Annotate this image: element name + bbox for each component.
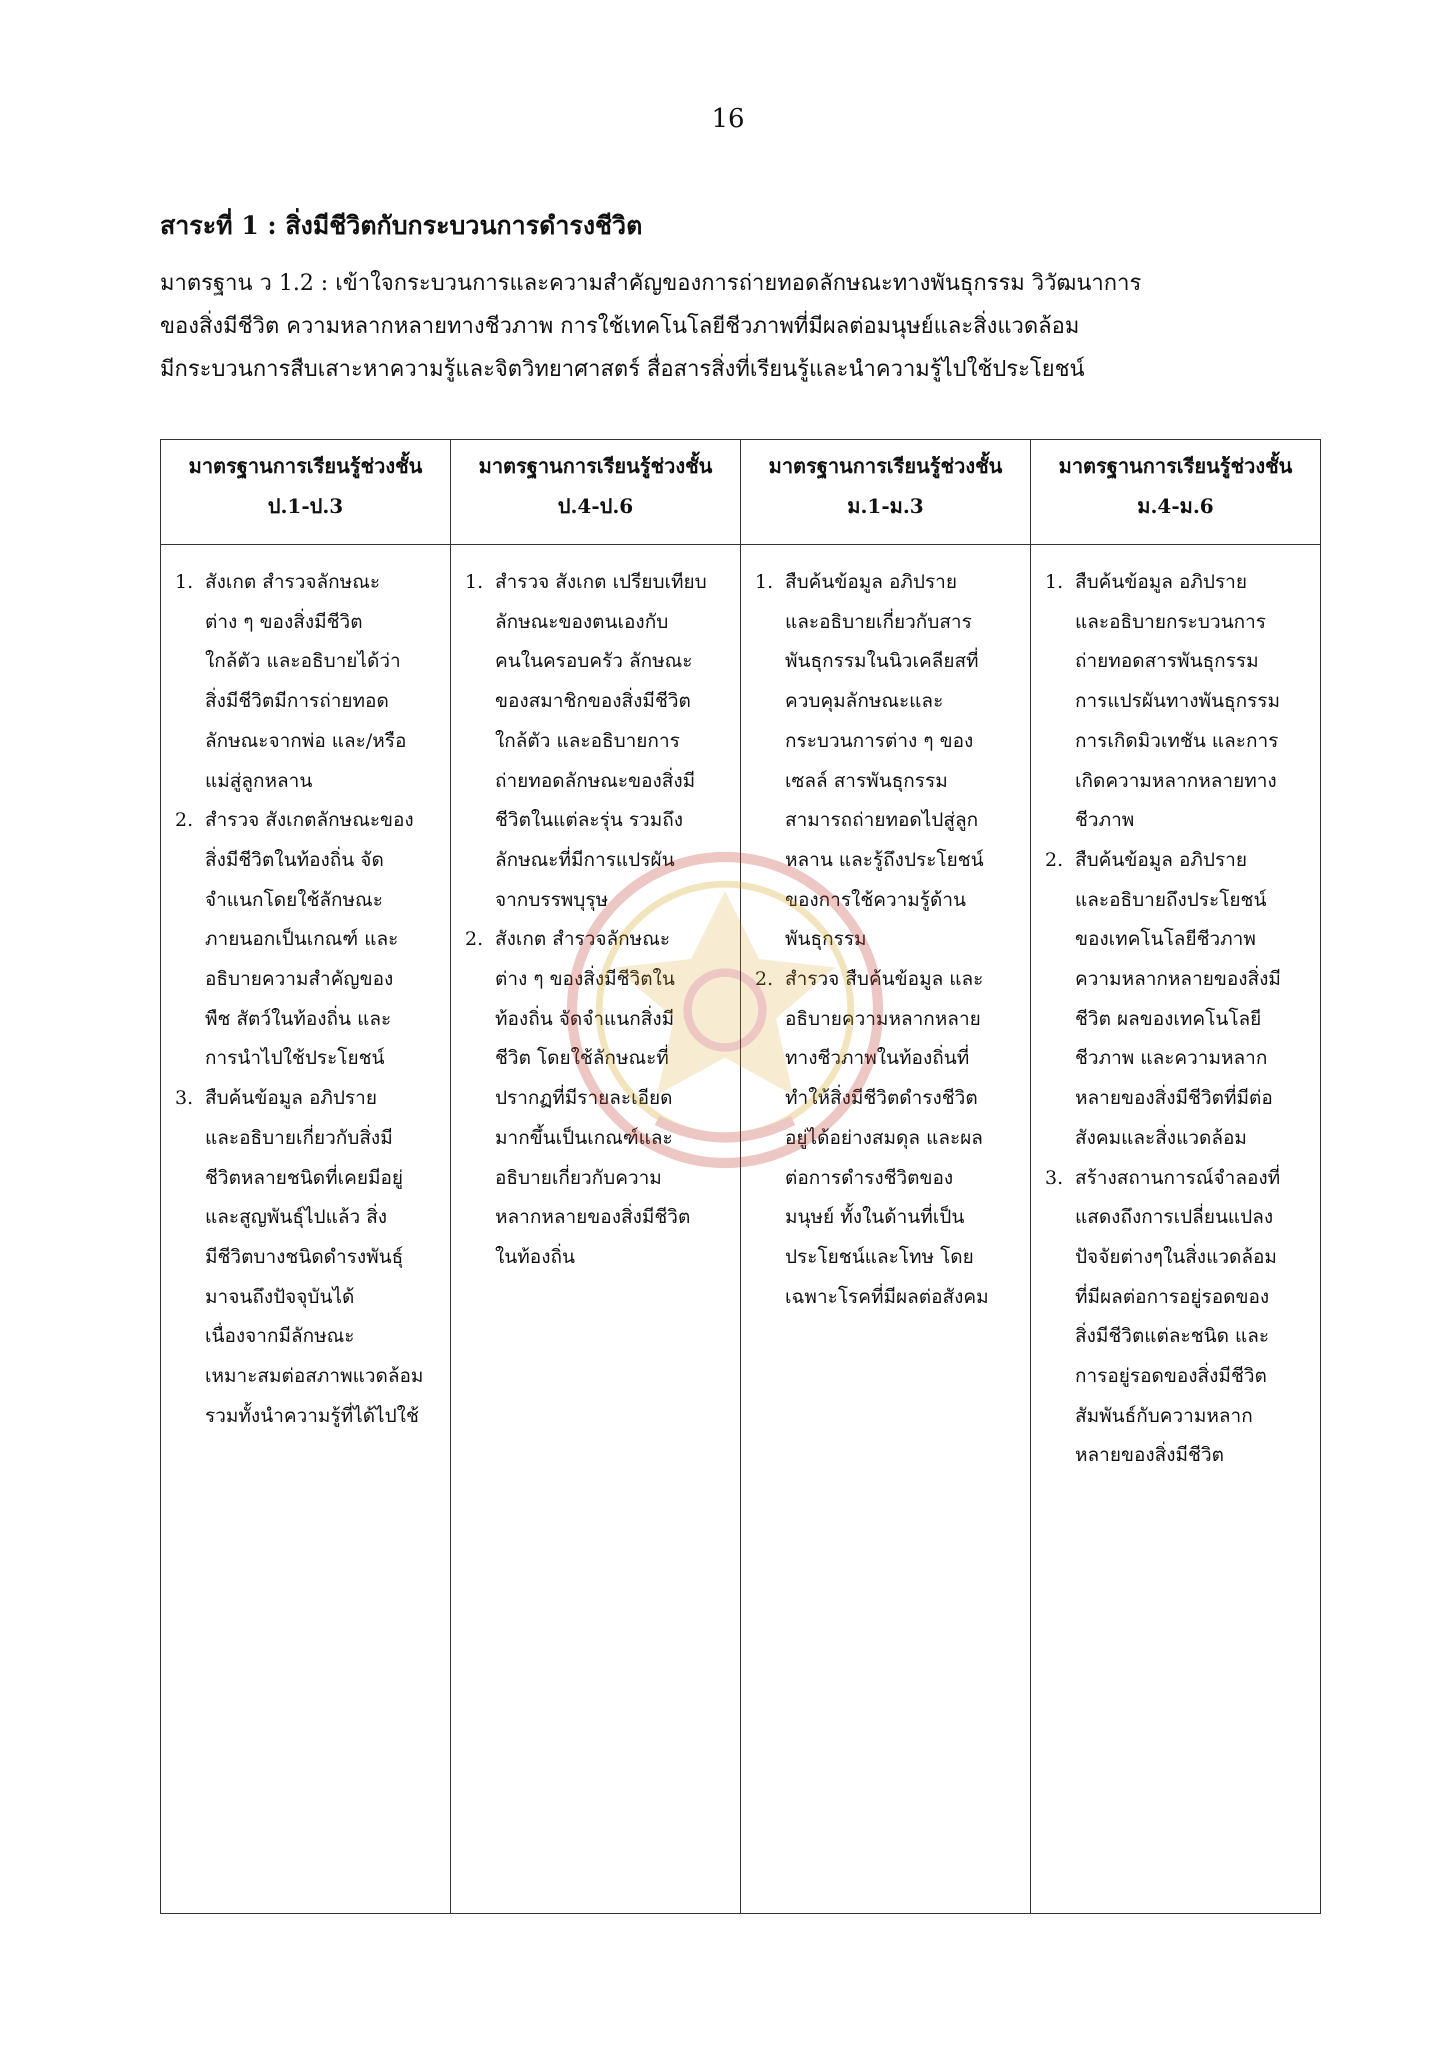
learning-standards-table xyxy=(160,439,1321,1914)
list-item xyxy=(755,960,1020,1317)
list-item-number: 3. xyxy=(1045,1166,1064,1189)
list-item-number: 3. xyxy=(175,1087,194,1110)
list-item-line: หลากหลายของสิ่งมีชีวิต xyxy=(495,1206,691,1229)
strand-title: สาระที่ 1 : สิ่งมีชีวิตกับกระบวนการดำรงชีวิต xyxy=(160,211,643,240)
standard-line: มีกระบวนการสืบเสาะหาความรู้และจิตวิทยาศาสตร์ สื่อสารสิ่งที่เรียนรู้และนำความรู้ไปใช้ประโยชน์ xyxy=(160,357,1085,382)
list-item-line: เฉพาะโรคที่มีผลต่อสังคม xyxy=(785,1285,989,1308)
list-item-line: ของการใช้ความรู้ด้าน xyxy=(785,888,967,911)
column-header-level: ป.1-ป.3 xyxy=(267,494,344,518)
list-item xyxy=(465,920,730,1277)
list-item xyxy=(175,801,440,1079)
list-item-line: ของเทคโนโลยีชีวภาพ xyxy=(1075,928,1256,951)
list-item-line: เนื่องจากมีลักษณะ xyxy=(205,1325,355,1348)
list-item-line: ต่าง ๆ ของสิ่งมีชีวิตใน xyxy=(495,968,675,991)
list-item-line: การแปรผันทางพันธุกรรม xyxy=(1075,690,1281,713)
list-item-line: ของสมาชิกของสิ่งมีชีวิต xyxy=(495,690,691,713)
list-item xyxy=(1045,563,1310,841)
list-item-line: ถ่ายทอดสารพันธุกรรม xyxy=(1075,650,1259,673)
list-item-line: สังคมและสิ่งแวดล้อม xyxy=(1075,1126,1247,1149)
list-item-line: ชีวิต โดยใช้ลักษณะที่ xyxy=(495,1047,669,1070)
list-item-line: ภายนอกเป็นเกณฑ์ และ xyxy=(205,928,399,951)
list-item xyxy=(465,563,730,920)
column-header xyxy=(1031,440,1321,545)
list-item-line: ที่มีผลต่อการอยู่รอดของ xyxy=(1075,1285,1270,1308)
list-item-line: แสดงถึงการเปลี่ยนแปลง xyxy=(1075,1206,1274,1229)
column-header-title: มาตรฐานการเรียนรู้ช่วงชั้น xyxy=(768,454,1003,478)
list-item-line: อธิบายความหลากหลาย xyxy=(785,1007,981,1030)
list-item-line: การเกิดมิวเทชัน และการ xyxy=(1075,729,1279,752)
column-cell xyxy=(161,545,451,1914)
column-header-title: มาตรฐานการเรียนรู้ช่วงชั้น xyxy=(478,454,713,478)
list-item xyxy=(1045,1159,1310,1477)
list-item-line: สร้างสถานการณ์จำลองที่ xyxy=(1075,1166,1281,1189)
list-item-line: ลักษณะของตนเองกับ xyxy=(495,610,669,633)
list-item-line: เหมาะสมต่อสภาพแวดล้อม xyxy=(205,1365,424,1388)
list-item-number: 1. xyxy=(175,571,194,593)
list-item-line: ทำให้สิ่งมีชีวิตดำรงชีวิต xyxy=(785,1087,978,1110)
list-item-number: 1. xyxy=(1045,571,1064,593)
list-item-line: และอธิบายกระบวนการ xyxy=(1075,610,1266,633)
list-item-line: ใกล้ตัว และอธิบายได้ว่า xyxy=(205,650,401,673)
column-header-title: มาตรฐานการเรียนรู้ช่วงชั้น xyxy=(1058,454,1293,478)
list-item-line: สืบค้นข้อมูล อภิปราย xyxy=(785,571,957,593)
list-item-line: สังเกต สำรวจลักษณะ xyxy=(495,928,671,951)
list-item-line: ทางชีวภาพในท้องถิ่นที่ xyxy=(785,1047,970,1070)
list-item-line: กระบวนการต่าง ๆ ของ xyxy=(785,729,974,752)
list-item-line: ต่อการดำรงชีวิตของ xyxy=(785,1166,954,1189)
column-header-level: ม.4-ม.6 xyxy=(1137,494,1214,518)
list-item xyxy=(175,1079,440,1436)
list-item-line: มาจนถึงปัจจุบันได้ xyxy=(205,1285,355,1308)
list-item-line: ปรากฏที่มีรายละเอียด xyxy=(495,1087,673,1110)
standard-line: มาตรฐาน ว 1.2 : เข้าใจกระบวนการและความสำคัญของการถ่ายทอดลักษณะทางพันธุกรรม วิวัฒนาการ xyxy=(160,271,1142,296)
list-item-line: อธิบายเกี่ยวกับความ xyxy=(495,1166,662,1189)
list-item-line: พืช สัตว์ในท้องถิ่น และ xyxy=(205,1007,392,1030)
column-cell xyxy=(741,545,1031,1914)
list-item-line: ควบคุมลักษณะและ xyxy=(785,690,944,713)
list-item-line: ท้องถิ่น จัดจำแนกสิ่งมี xyxy=(495,1007,675,1030)
list-item-line: พันธุกรรม xyxy=(785,928,867,951)
list-item-line: และอธิบายเกี่ยวกับสาร xyxy=(785,610,972,633)
list-item-line: สืบค้นข้อมูล อภิปราย xyxy=(205,1087,377,1110)
column-header xyxy=(451,440,741,545)
list-item-line: เซลล์ สารพันธุกรรม xyxy=(785,769,948,792)
list-item-line: การนำไปใช้ประโยชน์ xyxy=(205,1047,385,1070)
list-item xyxy=(175,563,440,801)
column-header xyxy=(741,440,1031,545)
list-item-line: สามารถถ่ายทอดไปสู่ลูก xyxy=(785,809,979,832)
list-item-line: ชีวิตหลายชนิดที่เคยมีอยู่ xyxy=(205,1166,404,1189)
list-item-line: และอธิบายถึงประโยชน์ xyxy=(1075,888,1267,911)
list-item-line: สืบค้นข้อมูล อภิปราย xyxy=(1075,571,1247,593)
list-item-line: ลักษณะที่มีการแปรผัน xyxy=(495,848,675,871)
list-item-line: ชีวิต ผลของเทคโนโลยี xyxy=(1075,1007,1262,1030)
list-item-line: ปัจจัยต่างๆในสิ่งแวดล้อม xyxy=(1075,1245,1277,1268)
column-header xyxy=(161,440,451,545)
list-item-line: ประโยชน์และโทษ โดย xyxy=(785,1245,974,1268)
list-item xyxy=(1045,841,1310,1159)
list-item-line: สิ่งมีชีวิตในท้องถิ่น จัด xyxy=(205,848,384,871)
list-item-line: สืบค้นข้อมูล อภิปราย xyxy=(1075,848,1247,871)
list-item-line: แม่สู่ลูกหลาน xyxy=(205,769,313,792)
list-item-line: ต่าง ๆ ของสิ่งมีชีวิต xyxy=(205,610,363,633)
list-item-line: สำรวจ สืบค้นข้อมูล และ xyxy=(785,968,984,991)
list-item-line: อธิบายความสำคัญของ xyxy=(205,968,394,991)
list-item-line: เกิดความหลากหลายทาง xyxy=(1075,769,1277,792)
list-item-number: 2. xyxy=(175,809,194,832)
list-item-line: และสูญพันธุ์ไปแล้ว สิ่ง xyxy=(205,1206,388,1229)
list-item-line: สิ่งมีชีวิตแต่ละชนิด และ xyxy=(1075,1325,1270,1348)
page-number: 16 xyxy=(711,104,745,134)
list-item-line: ชีวภาพ และความหลาก xyxy=(1075,1047,1268,1070)
list-item-line: การอยู่รอดของสิ่งมีชีวิต xyxy=(1075,1365,1267,1388)
column-header-title: มาตรฐานการเรียนรู้ช่วงชั้น xyxy=(188,454,423,478)
list-item-line: หลายของสิ่งมีชีวิต xyxy=(1075,1444,1224,1467)
list-item-line: พันธุกรรมในนิวเคลียสที่ xyxy=(785,650,979,673)
list-item-line: จากบรรพบุรุษ xyxy=(495,888,609,911)
list-item-line: สิ่งมีชีวิตมีการถ่ายทอด xyxy=(205,690,389,713)
list-item-line: สำรวจ สังเกต เปรียบเทียบ xyxy=(495,571,707,593)
list-item-line: มีชีวิตบางชนิดดำรงพันธุ์ xyxy=(205,1245,404,1268)
column-cell xyxy=(1031,545,1321,1914)
standard-statement xyxy=(160,262,1320,391)
list-item-line: ถ่ายทอดลักษณะของสิ่งมี xyxy=(495,769,696,792)
list-item-line: สังเกต สำรวจลักษณะ xyxy=(205,571,381,593)
list-item-line: อยู่ได้อย่างสมดุล และผล xyxy=(785,1126,983,1149)
column-cell xyxy=(451,545,741,1914)
list-item-number: 1. xyxy=(755,571,774,593)
list-item-line: สัมพันธ์กับความหลาก xyxy=(1075,1404,1253,1427)
standard-line: ของสิ่งมีชีวิต ความหลากหลายทางชีวภาพ การใช้เทคโนโลยีชีวภาพที่มีผลต่อมนุษย์และสิ่งแวดล้อม xyxy=(160,314,1080,339)
list-item-line: หลาน และรู้ถึงประโยชน์ xyxy=(785,848,984,871)
list-item-number: 2. xyxy=(1045,848,1064,871)
list-item-line: ใกล้ตัว และอธิบายการ xyxy=(495,729,680,752)
list-item-line: รวมทั้งนำความรู้ที่ได้ไปใช้ xyxy=(205,1404,419,1427)
list-item-line: จำแนกโดยใช้ลักษณะ xyxy=(205,888,383,911)
list-item-line: ชีวภาพ xyxy=(1075,809,1135,832)
list-item-line: ความหลากหลายของสิ่งมี xyxy=(1075,968,1281,991)
list-item-line: หลายของสิ่งมีชีวิตที่มีต่อ xyxy=(1075,1087,1273,1110)
list-item xyxy=(755,563,1020,960)
list-item-line: คนในครอบครัว ลักษณะ xyxy=(495,650,693,673)
list-item-number: 2. xyxy=(465,928,484,951)
column-header-level: ป.4-ป.6 xyxy=(557,494,634,518)
list-item-line: ลักษณะจากพ่อ และ/หรือ xyxy=(205,729,407,752)
list-item-line: มากขึ้นเป็นเกณฑ์และ xyxy=(495,1126,673,1149)
list-item-line: สำรวจ สังเกตลักษณะของ xyxy=(205,809,414,832)
column-header-level: ม.1-ม.3 xyxy=(847,494,924,518)
list-item-number: 1. xyxy=(465,571,484,593)
list-item-line: ชีวิตในแต่ละรุ่น รวมถึง xyxy=(495,809,684,832)
list-item-line: มนุษย์ ทั้งในด้านที่เป็น xyxy=(785,1206,965,1229)
list-item-line: และอธิบายเกี่ยวกับสิ่งมี xyxy=(205,1126,393,1149)
list-item-number: 2. xyxy=(755,968,774,991)
list-item-line: ในท้องถิ่น xyxy=(495,1245,575,1268)
